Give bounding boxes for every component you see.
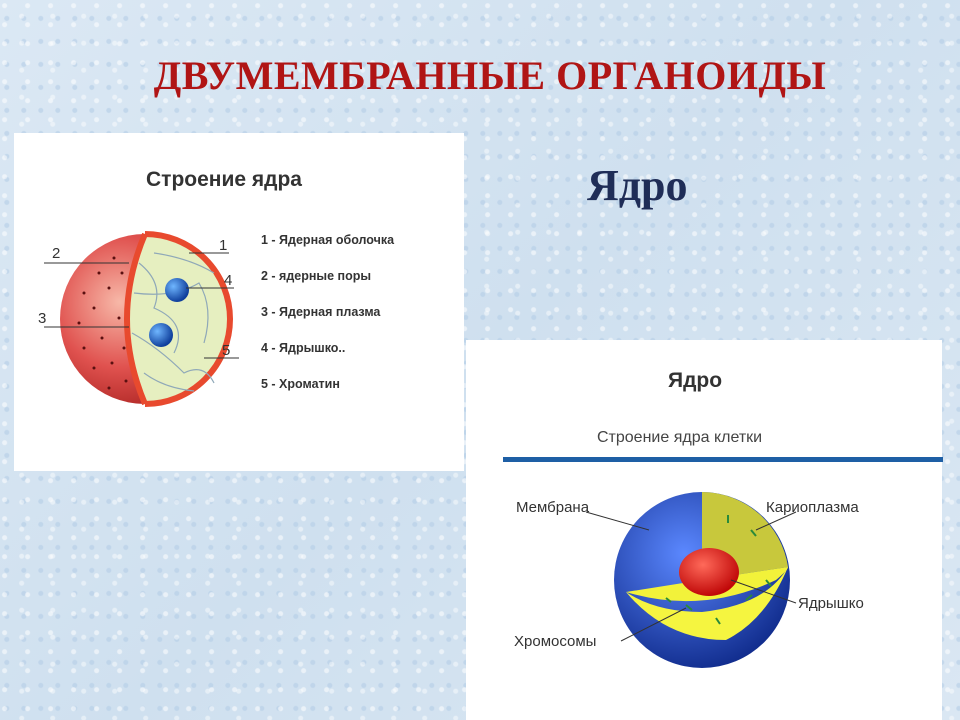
legend-item: 1 - Ядерная оболочка — [261, 233, 395, 247]
nucleolus — [679, 548, 739, 596]
nucleus-diagram — [14, 133, 464, 471]
label-nucleolus: Ядрышко — [798, 595, 864, 612]
callout-4: 4 — [224, 272, 233, 289]
label-membrane: Мембрана — [516, 499, 590, 516]
cell-nucleus-diagram — [466, 340, 942, 720]
legend — [261, 233, 394, 413]
label-karyoplasm: Кариоплазма — [766, 499, 859, 516]
label-chromosomes: Хромосомы — [514, 633, 597, 650]
cell-nucleus-panel — [466, 340, 942, 720]
diagram2-title: Ядро — [668, 369, 723, 392]
diagram2-subtitle: Строение ядра клетки — [597, 429, 763, 446]
callout-1: 1 — [219, 237, 228, 254]
nucleus-structure-panel — [14, 133, 464, 471]
legend-item: 5 - Хроматин — [261, 377, 340, 391]
nucleolus-2 — [149, 323, 173, 347]
nucleolus-1 — [165, 278, 189, 302]
callout-5: 5 — [222, 342, 231, 359]
legend-item: 4 - Ядрышко.. — [261, 341, 346, 355]
callout-3: 3 — [38, 310, 47, 327]
legend-item: 2 - ядерные поры — [261, 269, 372, 283]
nucleoplasm — [127, 234, 233, 404]
slide-subtitle: Ядро — [587, 161, 688, 210]
diagram1-title: Строение ядра — [146, 168, 302, 191]
callout-2: 2 — [52, 245, 61, 262]
legend-item: 3 - Ядерная плазма — [261, 305, 381, 319]
slide-title: ДВУМЕМБРАННЫЕ ОРГАНОИДЫ — [153, 53, 827, 98]
